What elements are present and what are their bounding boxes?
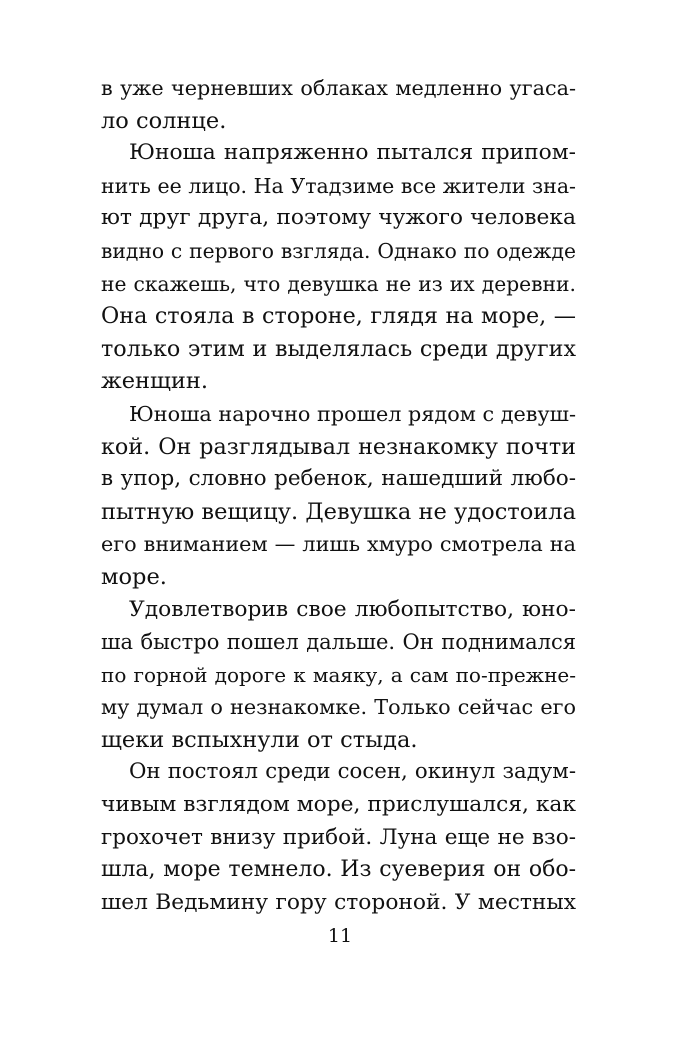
text-line: море.: [101, 563, 167, 590]
text-line: по горной дороге к маяку, а сам по-прежне-: [101, 662, 576, 687]
text-line: му думал о незнакомке. Только сейчас его: [101, 695, 576, 720]
text-line: видно с первого взгляда. Однако по одежде: [101, 238, 576, 263]
text-line: нить ее лицо. На Утадзиме все жители зна-: [101, 173, 576, 198]
text-line: в упор, словно ребенок, нашедший любо-: [101, 466, 576, 492]
text-line: Она стояла в стороне, глядя на море, —: [101, 303, 576, 330]
paragraph-first-line: Юноша нарочно прошел рядом с девуш-: [129, 401, 576, 426]
text-line: в уже черневших облаках медленно угаса-: [101, 76, 576, 100]
paragraph-first-line: Юноша напряженно пытался припом-: [129, 140, 576, 166]
text-line: его вниманием — лишь хмуро смотрела на: [101, 532, 576, 557]
page-number: 11: [327, 925, 353, 947]
text-line: шла, море темнело. Из суеверия он обо-: [101, 857, 576, 883]
text-line: не скажешь, что девушка не из их деревни.: [101, 271, 576, 296]
text-line: ют друг друга, поэтому чужого человека: [101, 205, 576, 231]
text-line: женщин.: [101, 368, 209, 395]
paragraph-first-line: Удовлетворив свое любопытство, юно-: [129, 596, 576, 622]
text-line: грохочет внизу прибой. Луна еще не взо-: [101, 824, 576, 850]
text-line: чивым взглядом море, прислушался, как: [101, 792, 576, 818]
body-text: [101, 72, 576, 919]
paragraph-first-line: Он постоял среди сосен, окинул задум-: [129, 759, 576, 785]
text-line: ло солнце.: [101, 107, 227, 134]
text-line: кой. Он разглядывал незнакомку почти: [101, 433, 576, 460]
text-line: шел Ведьмину гору стороной. У местных: [101, 889, 576, 915]
text-line: щеки вспыхнули от стыда.: [101, 726, 418, 753]
text-line: только этим и выделялась среди других: [101, 335, 576, 362]
text-line: пытную вещицу. Девушка не удостоила: [101, 498, 576, 525]
text-line: ша быстро пошел дальше. Он поднимался: [101, 630, 576, 655]
